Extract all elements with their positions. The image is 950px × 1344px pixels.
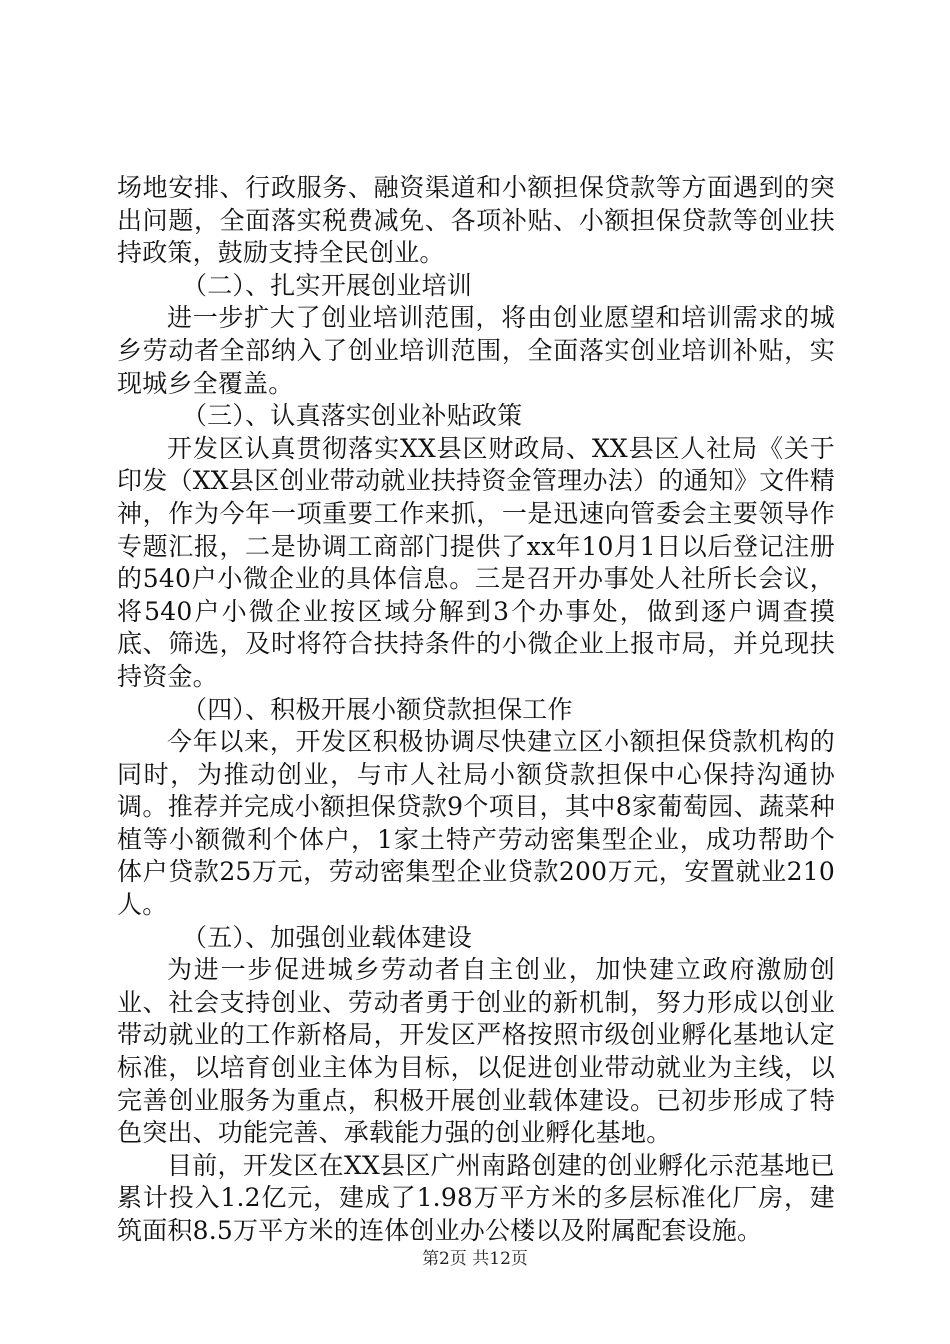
document-body	[117, 172, 835, 1248]
body-paragraph: 进一步扩大了创业培训范围，将由创业愿望和培训需求的城乡劳动者全部纳入了创业培训范围，全面落实创业培训补贴，实现城乡全覆盖。	[117, 303, 835, 398]
body-paragraph: 为进一步促进城乡劳动者自主创业，加快建立政府激励创业、社会支持创业、劳动者勇于创业的新机制，努力形成以创业带动就业的工作新格局，开发区严格按照市级创业孵化基地认定标准，以培育创业主体为目标，以促进创业带动就业为主线，以完善创业服务为重点，积极开展创业载体建设。已初步形成了特色突出、功能完善、承载能力强的创业孵化基地。	[117, 955, 835, 1148]
section-heading-2: （二）、扎实开展创业培训	[182, 270, 472, 300]
body-paragraph: 目前，开发区在XX县区广州南路创建的创业孵化示范基地已累计投入1.2亿元，建成了1.98万平方米的多层标准化厂房，建筑面积8.5万平方米的连体创业办公楼以及附属配套设施。	[117, 1150, 835, 1245]
continuation-paragraph: 场地安排、行政服务、融资渠道和小额担保贷款等方面遇到的突出问题，全面落实税费减免、各项补贴、小额担保贷款等创业扶持政策，鼓励支持全民创业。	[117, 173, 835, 268]
body-paragraph: 今年以来，开发区积极协调尽快建立区小额担保贷款机构的同时，为推动创业，与市人社局小额贷款担保中心保持沟通协调。推荐并完成小额担保贷款9个项目，其中8家葡萄园、蔬菜种植等小额微利个体户，1家土特产劳动密集型企业，成功帮助个体户贷款25万元，劳动密集型企业贷款200万元，安置就业210人。	[117, 727, 835, 920]
body-paragraph: 开发区认真贯彻落实XX县区财政局、XX县区人社局《关于印发（XX县区创业带动就业扶持资金管理办法）的通知》文件精神，作为今年一项重要工作来抓，一是迅速向管委会主要领导作专题汇报，二是协调工商部门提供了xx年10月1日以后登记注册的540户小微企业的具体信息。三是召开办事处人社所长会议，将540户小微企业按区域分解到3个办事处，做到逐户调查摸底、筛选，及时将符合扶持条件的小微企业上报市局，并兑现扶持资金。	[117, 433, 835, 691]
section-heading-5: （五）、加强创业载体建设	[182, 922, 472, 952]
section-heading-3: （三）、认真落实创业补贴政策	[182, 401, 523, 431]
section-heading-4: （四）、积极开展小额贷款担保工作	[182, 694, 573, 724]
page-number-footer: 第2页 共12页	[422, 1249, 528, 1269]
